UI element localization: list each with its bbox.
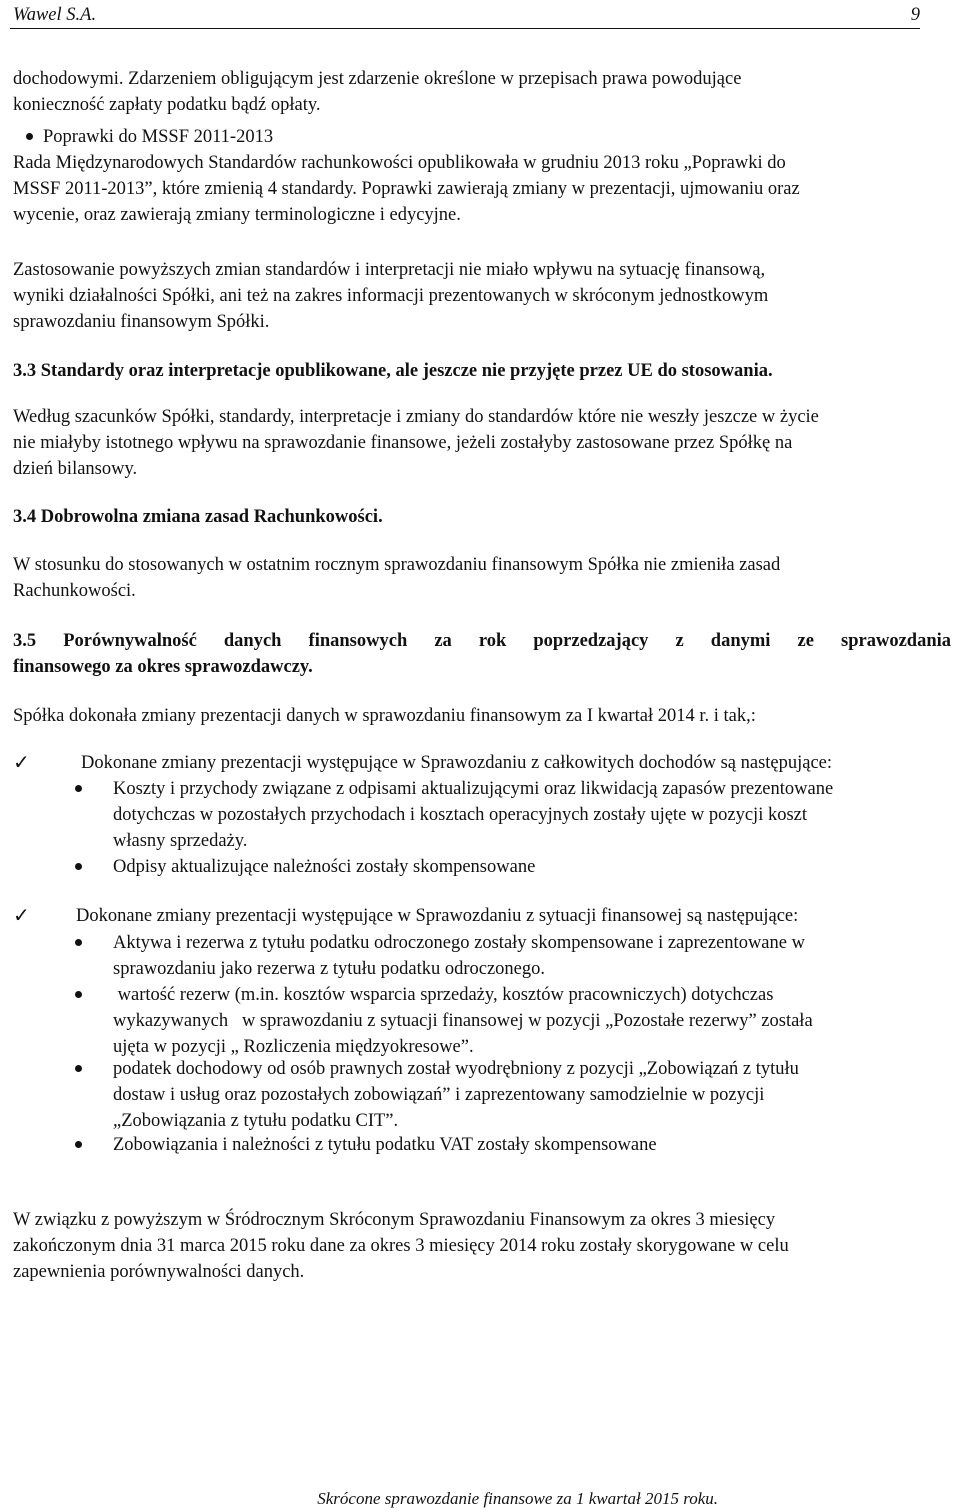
section-3-3-line-3: dzień bilansowy.	[13, 459, 138, 479]
mssf-line-1: Rada Międzynarodowych Standardów rachunkowości opublikowała w grudniu 2013 roku „Poprawki do	[13, 153, 786, 173]
bullet-dot-icon	[26, 133, 33, 140]
footer-text: Skrócone sprawozdanie finansowe za 1 kwartał 2015 roku.	[317, 1489, 718, 1508]
list-item-line-3: ujęta w pozycji „ Rozliczenia międzyokresowe”.	[113, 1037, 474, 1057]
section-3-5-heading-line-1: 3.5 Porównywalność danych finansowych za rok poprzedzający z danymi ze sprawozdania	[13, 631, 951, 651]
company-name: Wawel S.A.	[13, 5, 97, 25]
intro-paragraph	[13, 66, 951, 118]
section-3-3-line-1: Według szacunków Spółki, standardy, interpretacje i zmiany do standardów które nie weszły jeszcze w życie	[13, 407, 819, 427]
mssf-bullet	[13, 124, 951, 150]
application-line-2: wyniki działalności Spółki, ani też na zakres informacji prezentowanych w skróconym jednostkowym	[13, 286, 769, 306]
list-item-line-1: podatek dochodowy od osób prawnych został wyodrębniony z pozycji „Zobowiązań z tytułu	[113, 1059, 799, 1079]
conclusion-line-1: W związku z powyższym w Śródrocznym Skróconym Sprawozdaniu Finansowym za okres 3 miesięcy	[13, 1210, 776, 1230]
list-item	[60, 1132, 960, 1158]
page-number: 9	[910, 5, 920, 25]
section-3-3-paragraph	[13, 404, 951, 482]
list-item-line-2: dotychczas w pozostałych przychodach i kosztach operacyjnych zostały ujęte w pozycji koszt	[113, 805, 808, 825]
bullet-dot-icon	[75, 939, 82, 946]
bullet-dot-icon	[75, 1141, 82, 1148]
bullet-dot-icon	[75, 785, 82, 792]
application-line-1: Zastosowanie powyższych zmian standardów i interpretacji nie miało wpływu na sytuację finansową,	[13, 260, 766, 280]
list-item-line-1: Koszty i przychody związane z odpisami aktualizującymi oraz likwidacją zapasów prezentowane	[113, 779, 834, 799]
list-item-line-1: Odpisy aktualizujące należności zostały skompensowane	[113, 857, 536, 877]
check-item-2-label: Dokonane zmiany prezentacji występujące w Sprawozdaniu z sytuacji finansowej są następujące:	[76, 906, 799, 926]
section-3-4-heading: 3.4 Dobrowolna zmiana zasad Rachunkowości.	[13, 507, 383, 527]
bullet-dot-icon	[75, 863, 82, 870]
application-paragraph	[13, 257, 951, 335]
section-3-3-heading: 3.3 Standardy oraz interpretacje opublikowane, ale jeszcze nie przyjęte przez UE do stosowania.	[13, 361, 773, 381]
list-item-line-3: własny sprzedaży.	[113, 831, 248, 851]
section-3-5-intro: Spółka dokonała zmiany prezentacji danych w sprawozdaniu finansowym za I kwartał 2014 r. i tak,:	[13, 706, 756, 726]
section-3-5-heading-line-2: finansowego za okres sprawozdawczy.	[13, 657, 313, 677]
checkmark-icon: ✓	[13, 905, 30, 927]
list-item	[60, 776, 960, 854]
list-item-line-3: „Zobowiązania z tytułu podatku CIT”.	[113, 1111, 399, 1131]
list-item-line-2: sprawozdaniu jako rezerwa z tytułu podatku odroczonego.	[113, 959, 546, 979]
section-3-3-line-2: nie miałyby istotnego wpływu na sprawozdanie finansowe, jeżeli zostałyby zastosowane przez Spółkę na	[13, 433, 793, 453]
check-item-1	[13, 750, 951, 776]
mssf-line-2: MSSF 2011-2013”, które zmienią 4 standardy. Poprawki zawierają zmiany w prezentacji, ujmowaniu oraz	[13, 179, 800, 199]
page-header	[10, 0, 920, 29]
section-3-4-line-1: W stosunku do stosowanych w ostatnim rocznym sprawozdaniu finansowym Spółka nie zmieniła zasad	[13, 555, 781, 575]
mssf-bullet-text: Poprawki do MSSF 2011-2013	[43, 127, 274, 147]
list-item-line-1: Zobowiązania i należności z tytułu podatku VAT zostały skompensowane	[113, 1135, 657, 1155]
conclusion-line-2: zakończonym dnia 31 marca 2015 roku dane za okres 3 miesięcy 2014 roku zostały skorygowane w celu	[13, 1236, 789, 1256]
list-item	[60, 930, 960, 982]
list-item-line-1: wartość rezerw (m.in. kosztów wsparcia sprzedaży, kosztów pracowniczych) dotychczas	[113, 985, 774, 1005]
list-item	[60, 854, 960, 880]
mssf-paragraph	[13, 150, 951, 228]
section-3-4-line-2: Rachunkowości.	[13, 581, 136, 601]
intro-line-1: dochodowymi. Zdarzeniem obligującym jest zdarzenie określone w przepisach prawa powodujące	[13, 69, 742, 89]
list-item-line-2: wykazywanych w sprawozdaniu z sytuacji finansowej w pozycji „Pozostałe rezerwy” została	[113, 1011, 813, 1031]
checkmark-icon: ✓	[13, 752, 30, 774]
list-item	[60, 982, 960, 1060]
check-item-2	[13, 903, 951, 929]
list-item-line-2: dostaw i usług oraz pozostałych zobowiązań” i zaprezentowany samodzielnie w pozycji	[113, 1085, 765, 1105]
list-item-line-1: Aktywa i rezerwa z tytułu podatku odroczonego zostały skompensowane i zaprezentowane w	[113, 933, 805, 953]
check-item-1-label: Dokonane zmiany prezentacji występujące w Sprawozdaniu z całkowitych dochodów są następujące:	[81, 753, 833, 773]
bullet-dot-icon	[75, 991, 82, 998]
bullet-dot-icon	[75, 1065, 82, 1072]
section-3-5-heading	[13, 628, 951, 680]
conclusion-line-3: zapewnienia porównywalności danych.	[13, 1262, 305, 1282]
conclusion-paragraph	[13, 1207, 951, 1285]
application-line-3: sprawozdaniu finansowym Spółki.	[13, 312, 270, 332]
section-3-4-paragraph	[13, 552, 951, 604]
list-item	[60, 1056, 960, 1134]
intro-line-2: konieczność zapłaty podatku bądź opłaty.	[13, 95, 321, 115]
mssf-line-3: wycenie, oraz zawierają zmiany terminologiczne i edycyjne.	[13, 205, 461, 225]
